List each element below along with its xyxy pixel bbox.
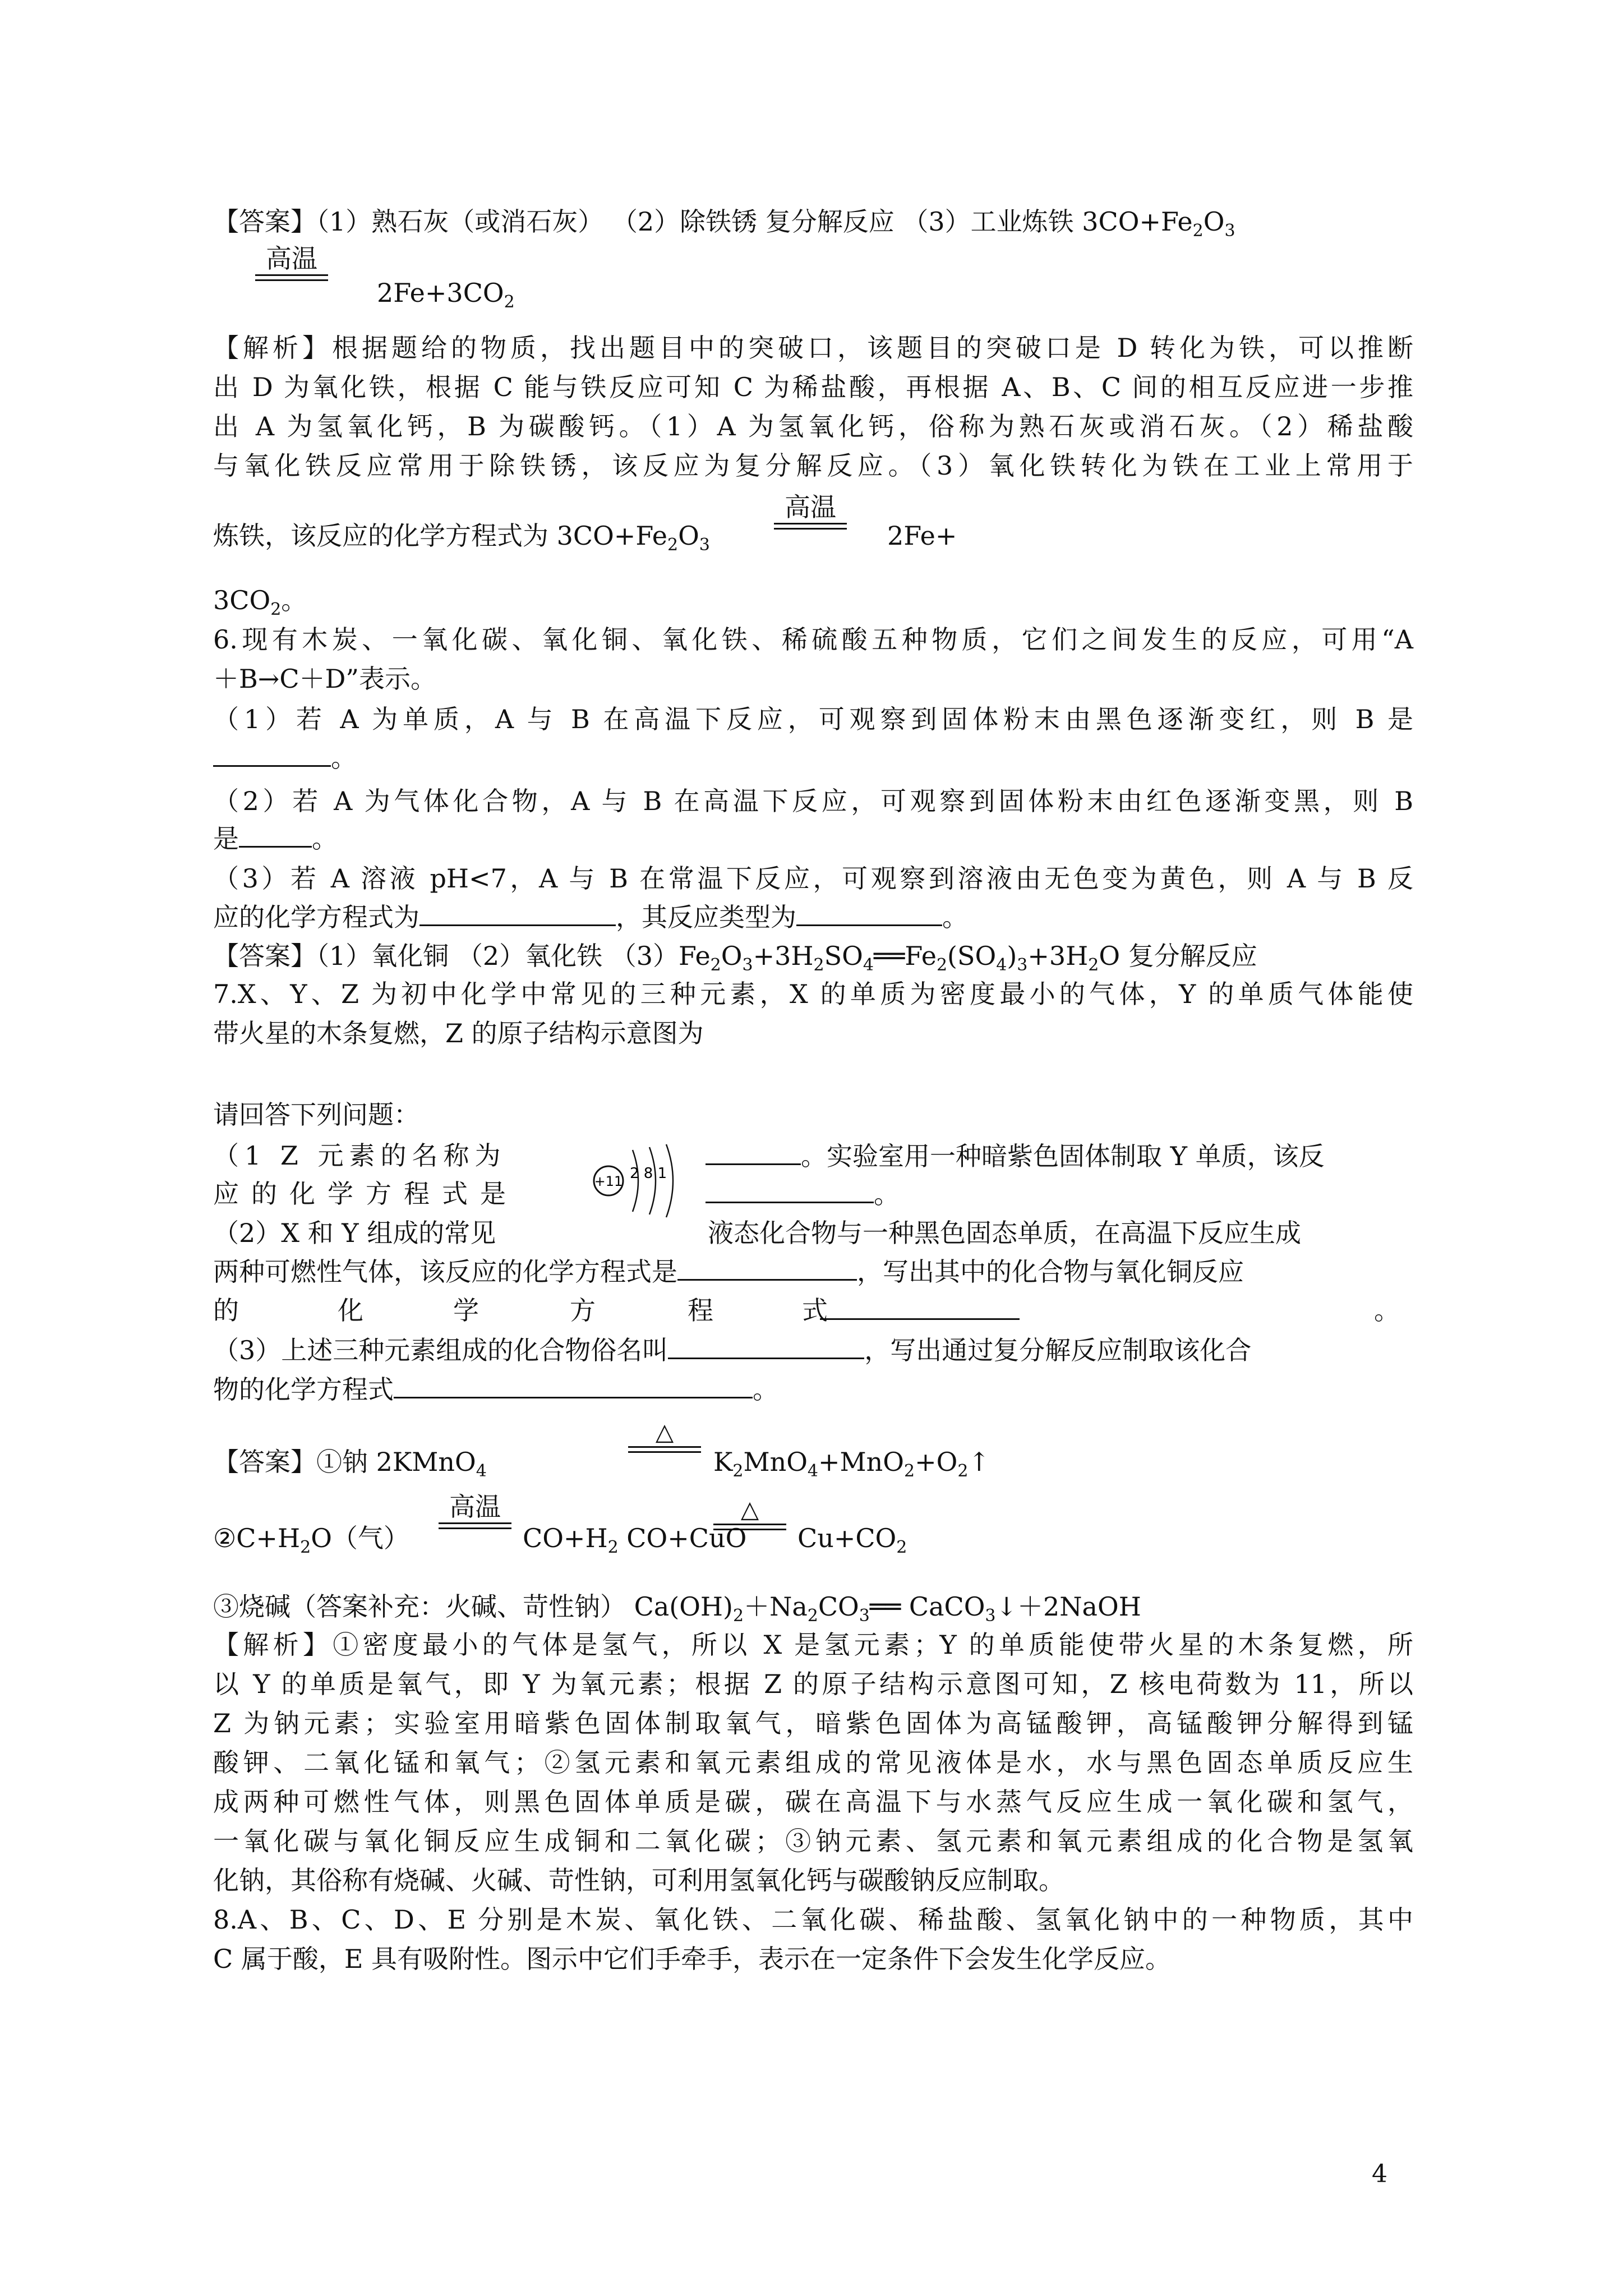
analysis-7-line-6: 一氧化碳与氧化铜反应生成铜和二氧化碳；③钠元素、氢元素和氧元素组成的化合物是氢氧 [213, 1826, 1413, 1856]
question-7-answer-2-right: $Cu+CO_2$ [797, 1523, 907, 1558]
analysis-7-line-7: 化钠，其俗称有烧碱、火碱、苛性钠，可利用氢氧化钙与碳酸钠反应制取。 [213, 1865, 1064, 1895]
answer-blank[interactable] [706, 1139, 801, 1165]
question-6-stem-1: 6.现有木炭、一氧化碳、氧化铜、氧化铁、稀硫酸五种物质，它们之间发生的反应，可用“A [213, 624, 1413, 655]
analysis-5-line-1: 【解析】根据题给的物质，找出题目中的突破口，该题目的突破口是 D 转化为铁，可以推断 [213, 333, 1414, 363]
question-7-answer-1-left: 【答案】①钠 2KMnO$_4$ [213, 1447, 487, 1481]
analysis-7-line-2: 以 Y 的单质是氧气，即 Y 为氧元素；根据 Z 的原子结构示意图可知，Z 核电荷数为 11，所以 [213, 1669, 1413, 1699]
question-7-part-1-left: （1 Z 元素的名称为 [213, 1140, 506, 1171]
analysis-5-line-5: 炼铁，该反应的化学方程式为 $3CO+Fe_2O_3$ [213, 521, 710, 555]
question-7-part-2-line-2: 两种可燃性气体，该反应的化学方程式是 ，写出其中的化合物与氧化铜反应 [213, 1254, 1413, 1289]
question-7-stem-2: 带火星的木条复燃，Z 的原子结构示意图为 [213, 1018, 704, 1048]
analysis-5-line-6: $3CO_2$。 [213, 585, 307, 620]
analysis-7-line-4: 酸钾、二氧化锰和氧气；②氢元素和氧元素组成的常见液体是水，水与黑色固态单质反应生 [213, 1747, 1413, 1778]
question-7-answer-2-mid: $CO+H_2$ CO+CuO [523, 1523, 747, 1558]
question-6-part-2-blank: 是 。 [213, 821, 1413, 855]
answer-blank[interactable] [668, 1333, 864, 1359]
question-7-part-1b-left: 应的化学方程式是 [213, 1179, 518, 1209]
page-number: 4 [1372, 2160, 1387, 2188]
question-6-part-1: （1）若 A 为单质，A 与 B 在高温下反应，可观察到固体粉末由黑色逐渐变红，则 B 是 [213, 704, 1413, 734]
question-7-part-3-line-2: 物的化学方程式 。 [213, 1372, 1413, 1406]
question-7-part-1b-right: 。 [706, 1177, 1042, 1211]
answer-blank[interactable] [239, 821, 312, 848]
answer-blank[interactable] [419, 900, 616, 926]
answer-blank[interactable] [820, 1294, 1020, 1320]
question-6-part-1-blank: 。 [213, 740, 1413, 775]
atom-nucleus-label: +11 [594, 1174, 623, 1189]
question-6-part-2: （2）若 A 为气体化合物，A 与 B 在高温下反应，可观察到固体粉末由红色逐渐变黑，则 B [213, 786, 1413, 816]
question-8-line-1: 8.A、B、C、D、E 分别是木炭、氧化铁、二氧化碳、稀盐酸、氢氧化钠中的一种物质，其中 [213, 1904, 1413, 1935]
question-6-part-3-blanks: 应的化学方程式为 ，其反应类型为 。 [213, 900, 1413, 934]
answer-blank[interactable] [213, 740, 331, 767]
analysis-5-products: 2Fe+ [887, 521, 957, 551]
high-temp-condition: 高温 [255, 244, 328, 281]
heat-condition: △ [628, 1419, 701, 1453]
heat-condition-2: △ [713, 1497, 786, 1530]
high-temp-condition-3: 高温 [439, 1492, 511, 1529]
question-7-stem-1: 7.X、Y、Z 为初中化学中常见的三种元素，X 的单质为密度最小的气体，Y 的单质气体能使 [213, 979, 1413, 1009]
analysis-5-line-2: 出 D 为氧化铁，根据 C 能与铁反应可知 C 为稀盐酸，再根据 A、B、C 间的相互反应进一步推 [213, 372, 1413, 402]
answer-blank[interactable] [394, 1372, 753, 1398]
question-7-answer-3: ③烧碱（答案补充：火碱、苛性钠） $Ca(OH)_2+Na_2CO_3══$ CaCO$_3$↓＋2NaOH [213, 1591, 1141, 1626]
analysis-5-line-4: 与氧化铁反应常用于除铁锈，该反应为复分解反应。（3）氧化铁转化为铁在工业上常用于 [213, 450, 1413, 481]
analysis-5-line-3: 出 A 为氢氧化钙，B 为碳酸钙。（1）A 为氢氧化钙，俗称为熟石灰或消石灰。（2）稀盐酸 [213, 411, 1413, 441]
question-7-part-2-right: 液态化合物与一种黑色固态单质，在高温下反应生成 [708, 1218, 1301, 1248]
question-6-stem-2: ＋B→C＋D”表示。 [213, 664, 436, 694]
answer-blank[interactable] [706, 1177, 874, 1203]
answer-5-products: $2Fe+3CO_2$ [377, 278, 515, 312]
analysis-7-line-1: 【解析】①密度最小的气体是氢气，所以 X 是氢元素；Y 的单质能使带火星的木条复燃，所 [213, 1630, 1413, 1660]
analysis-7-line-3: Z 为钠元素；实验室用暗紫色固体制取氧气，暗紫色固体为高锰酸钾，高锰酸钾分解得到锰 [213, 1708, 1413, 1738]
question-7-answer-1-right: $K_2MnO_4+MnO_2+O_2↑$ [713, 1447, 990, 1481]
answer-5-line-1: 【答案】（1）熟石灰（或消石灰） （2）除铁锈 复分解反应 （3）工业炼铁 $3CO+Fe_2O_3$ [213, 206, 1235, 241]
analysis-7-line-5: 成两种可燃性气体，则黑色固体单质是碳，碳在高温下与水蒸气反应生成一氧化碳和氢气， [213, 1787, 1413, 1817]
high-temp-condition-2: 高温 [774, 493, 847, 530]
question-6-answer: 【答案】（1）氧化铜 （2）氧化铁 $(3)Fe_2O_3+3H_2SO_4══Fe_2(SO_4)_3+3H_2O$ 复分解反应 [213, 941, 1257, 976]
question-7-answer-2-left: $②C+H_2O$（气） [213, 1523, 409, 1558]
answer-blank[interactable] [796, 900, 942, 926]
question-7-part-3-line-1: （3）上述三种元素组成的化合物俗名叫 ，写出通过复分解反应制取该化合 [213, 1333, 1413, 1367]
question-6-part-3: （3）若 A 溶液 pH<7，A 与 B 在常温下反应，可观察到溶液由无色变为黄色，则 A 与 B 反 [213, 863, 1414, 894]
answer-blank[interactable] [677, 1254, 857, 1281]
atom-shell-electrons: 2 8 1 [630, 1165, 667, 1182]
question-8-line-2: C 属于酸，E 具有吸附性。图示中它们手牵手，表示在一定条件下会发生化学反应。 [213, 1944, 1172, 1974]
question-7-part-2-left: （2）X 和 Y 组成的常见 [213, 1218, 496, 1248]
question-7-ask: 请回答下列问题： [213, 1099, 419, 1130]
question-7-part-1-right: 。实验室用一种暗紫色固体制取 Y 单质，该反 [706, 1139, 1413, 1173]
